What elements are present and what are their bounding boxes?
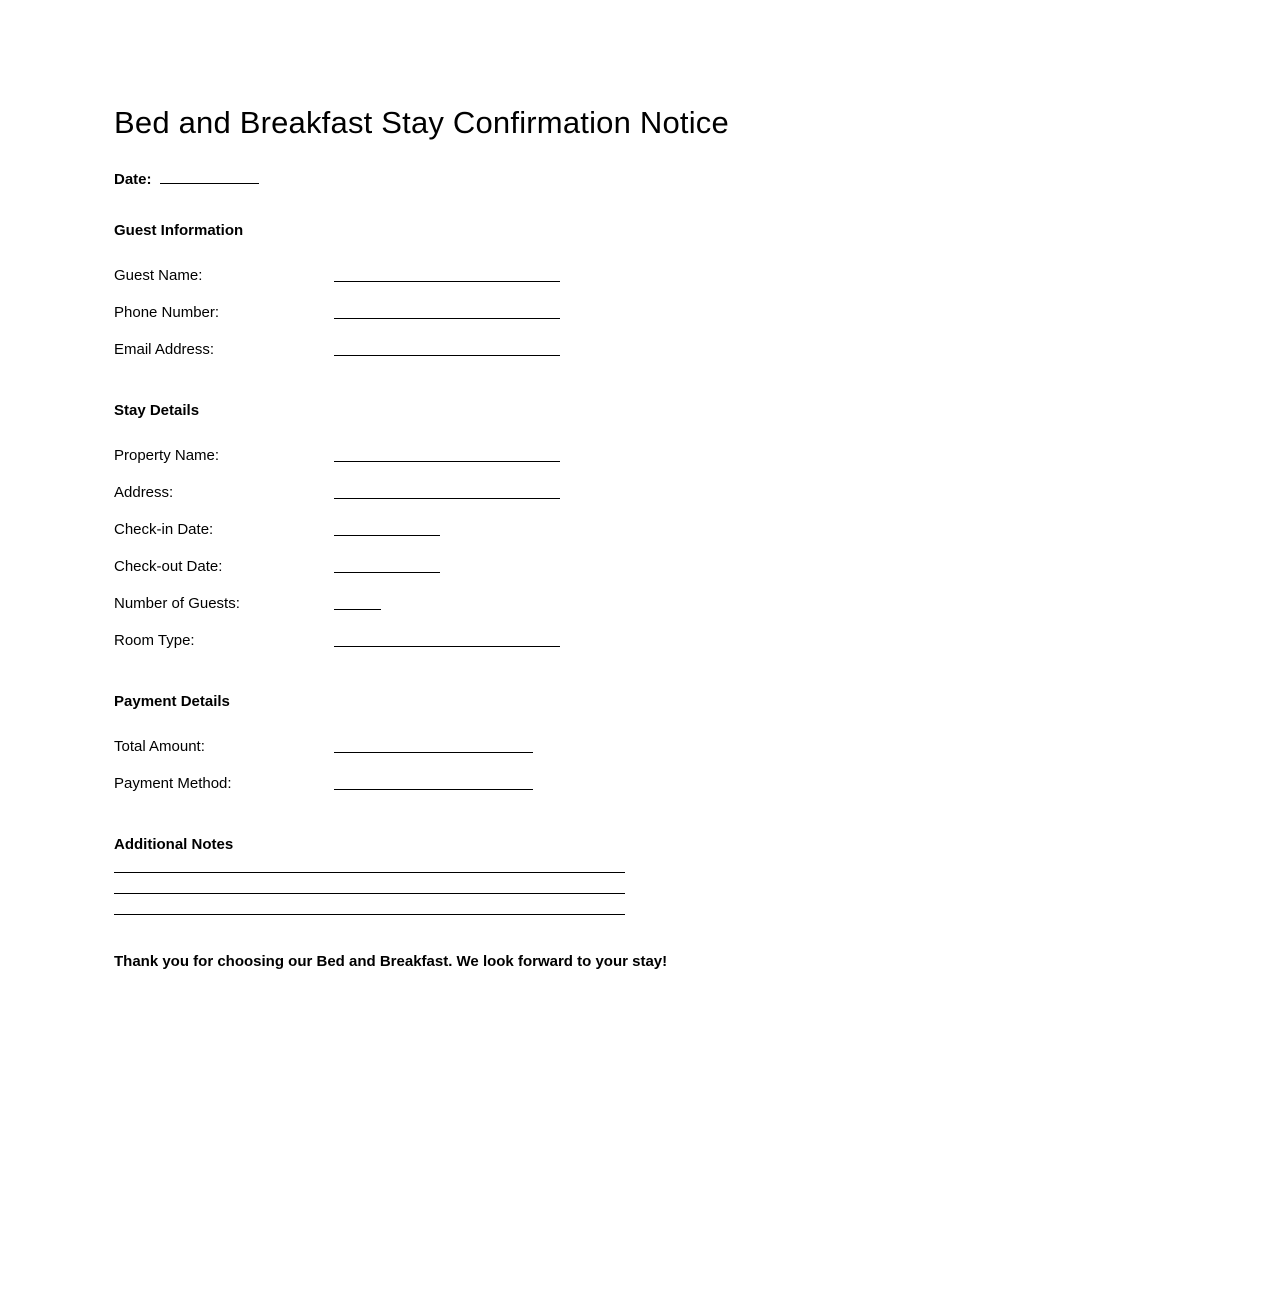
total-amount-blank[interactable] xyxy=(334,752,533,753)
address-row xyxy=(114,483,814,503)
closing-message: Thank you for choosing our Bed and Breakfast. We look forward to your stay! xyxy=(114,953,668,970)
address-blank[interactable] xyxy=(334,498,560,499)
address-label: Address: xyxy=(114,484,174,501)
email-address-label: Email Address: xyxy=(114,341,215,358)
notes-line[interactable] xyxy=(114,893,625,894)
check-in-date-row xyxy=(114,520,814,540)
page-title: Bed and Breakfast Stay Confirmation Notice xyxy=(114,105,729,140)
guest-name-row xyxy=(114,266,814,286)
check-out-date-row xyxy=(114,557,814,577)
date-label: Date: xyxy=(114,171,152,188)
check-out-date-blank[interactable] xyxy=(334,572,440,573)
property-name-blank[interactable] xyxy=(334,461,560,462)
number-of-guests-row xyxy=(114,594,814,614)
room-type-label: Room Type: xyxy=(114,632,195,649)
notes-line[interactable] xyxy=(114,872,625,873)
payment-method-label: Payment Method: xyxy=(114,775,232,792)
property-name-row xyxy=(114,446,814,466)
room-type-blank[interactable] xyxy=(334,646,560,647)
payment-details-heading: Payment Details xyxy=(114,693,230,710)
check-in-date-label: Check-in Date: xyxy=(114,521,214,538)
stay-details-heading: Stay Details xyxy=(114,402,200,419)
number-of-guests-blank[interactable] xyxy=(334,609,381,610)
check-out-date-label: Check-out Date: xyxy=(114,558,223,575)
notes-line[interactable] xyxy=(114,914,625,915)
email-address-blank[interactable] xyxy=(334,355,560,356)
payment-method-row xyxy=(114,774,814,794)
phone-number-blank[interactable] xyxy=(334,318,560,319)
total-amount-label: Total Amount: xyxy=(114,738,205,755)
guest-information-heading: Guest Information xyxy=(114,222,244,239)
email-address-row xyxy=(114,340,814,360)
total-amount-row xyxy=(114,737,814,757)
number-of-guests-label: Number of Guests: xyxy=(114,595,240,612)
date-blank[interactable] xyxy=(160,169,259,184)
payment-method-blank[interactable] xyxy=(334,789,533,790)
property-name-label: Property Name: xyxy=(114,447,220,464)
phone-number-row xyxy=(114,303,814,323)
date-line xyxy=(114,169,259,190)
additional-notes-heading: Additional Notes xyxy=(114,836,234,853)
phone-number-label: Phone Number: xyxy=(114,304,220,321)
guest-name-blank[interactable] xyxy=(334,281,560,282)
check-in-date-blank[interactable] xyxy=(334,535,440,536)
room-type-row xyxy=(114,631,814,651)
guest-name-label: Guest Name: xyxy=(114,267,203,284)
